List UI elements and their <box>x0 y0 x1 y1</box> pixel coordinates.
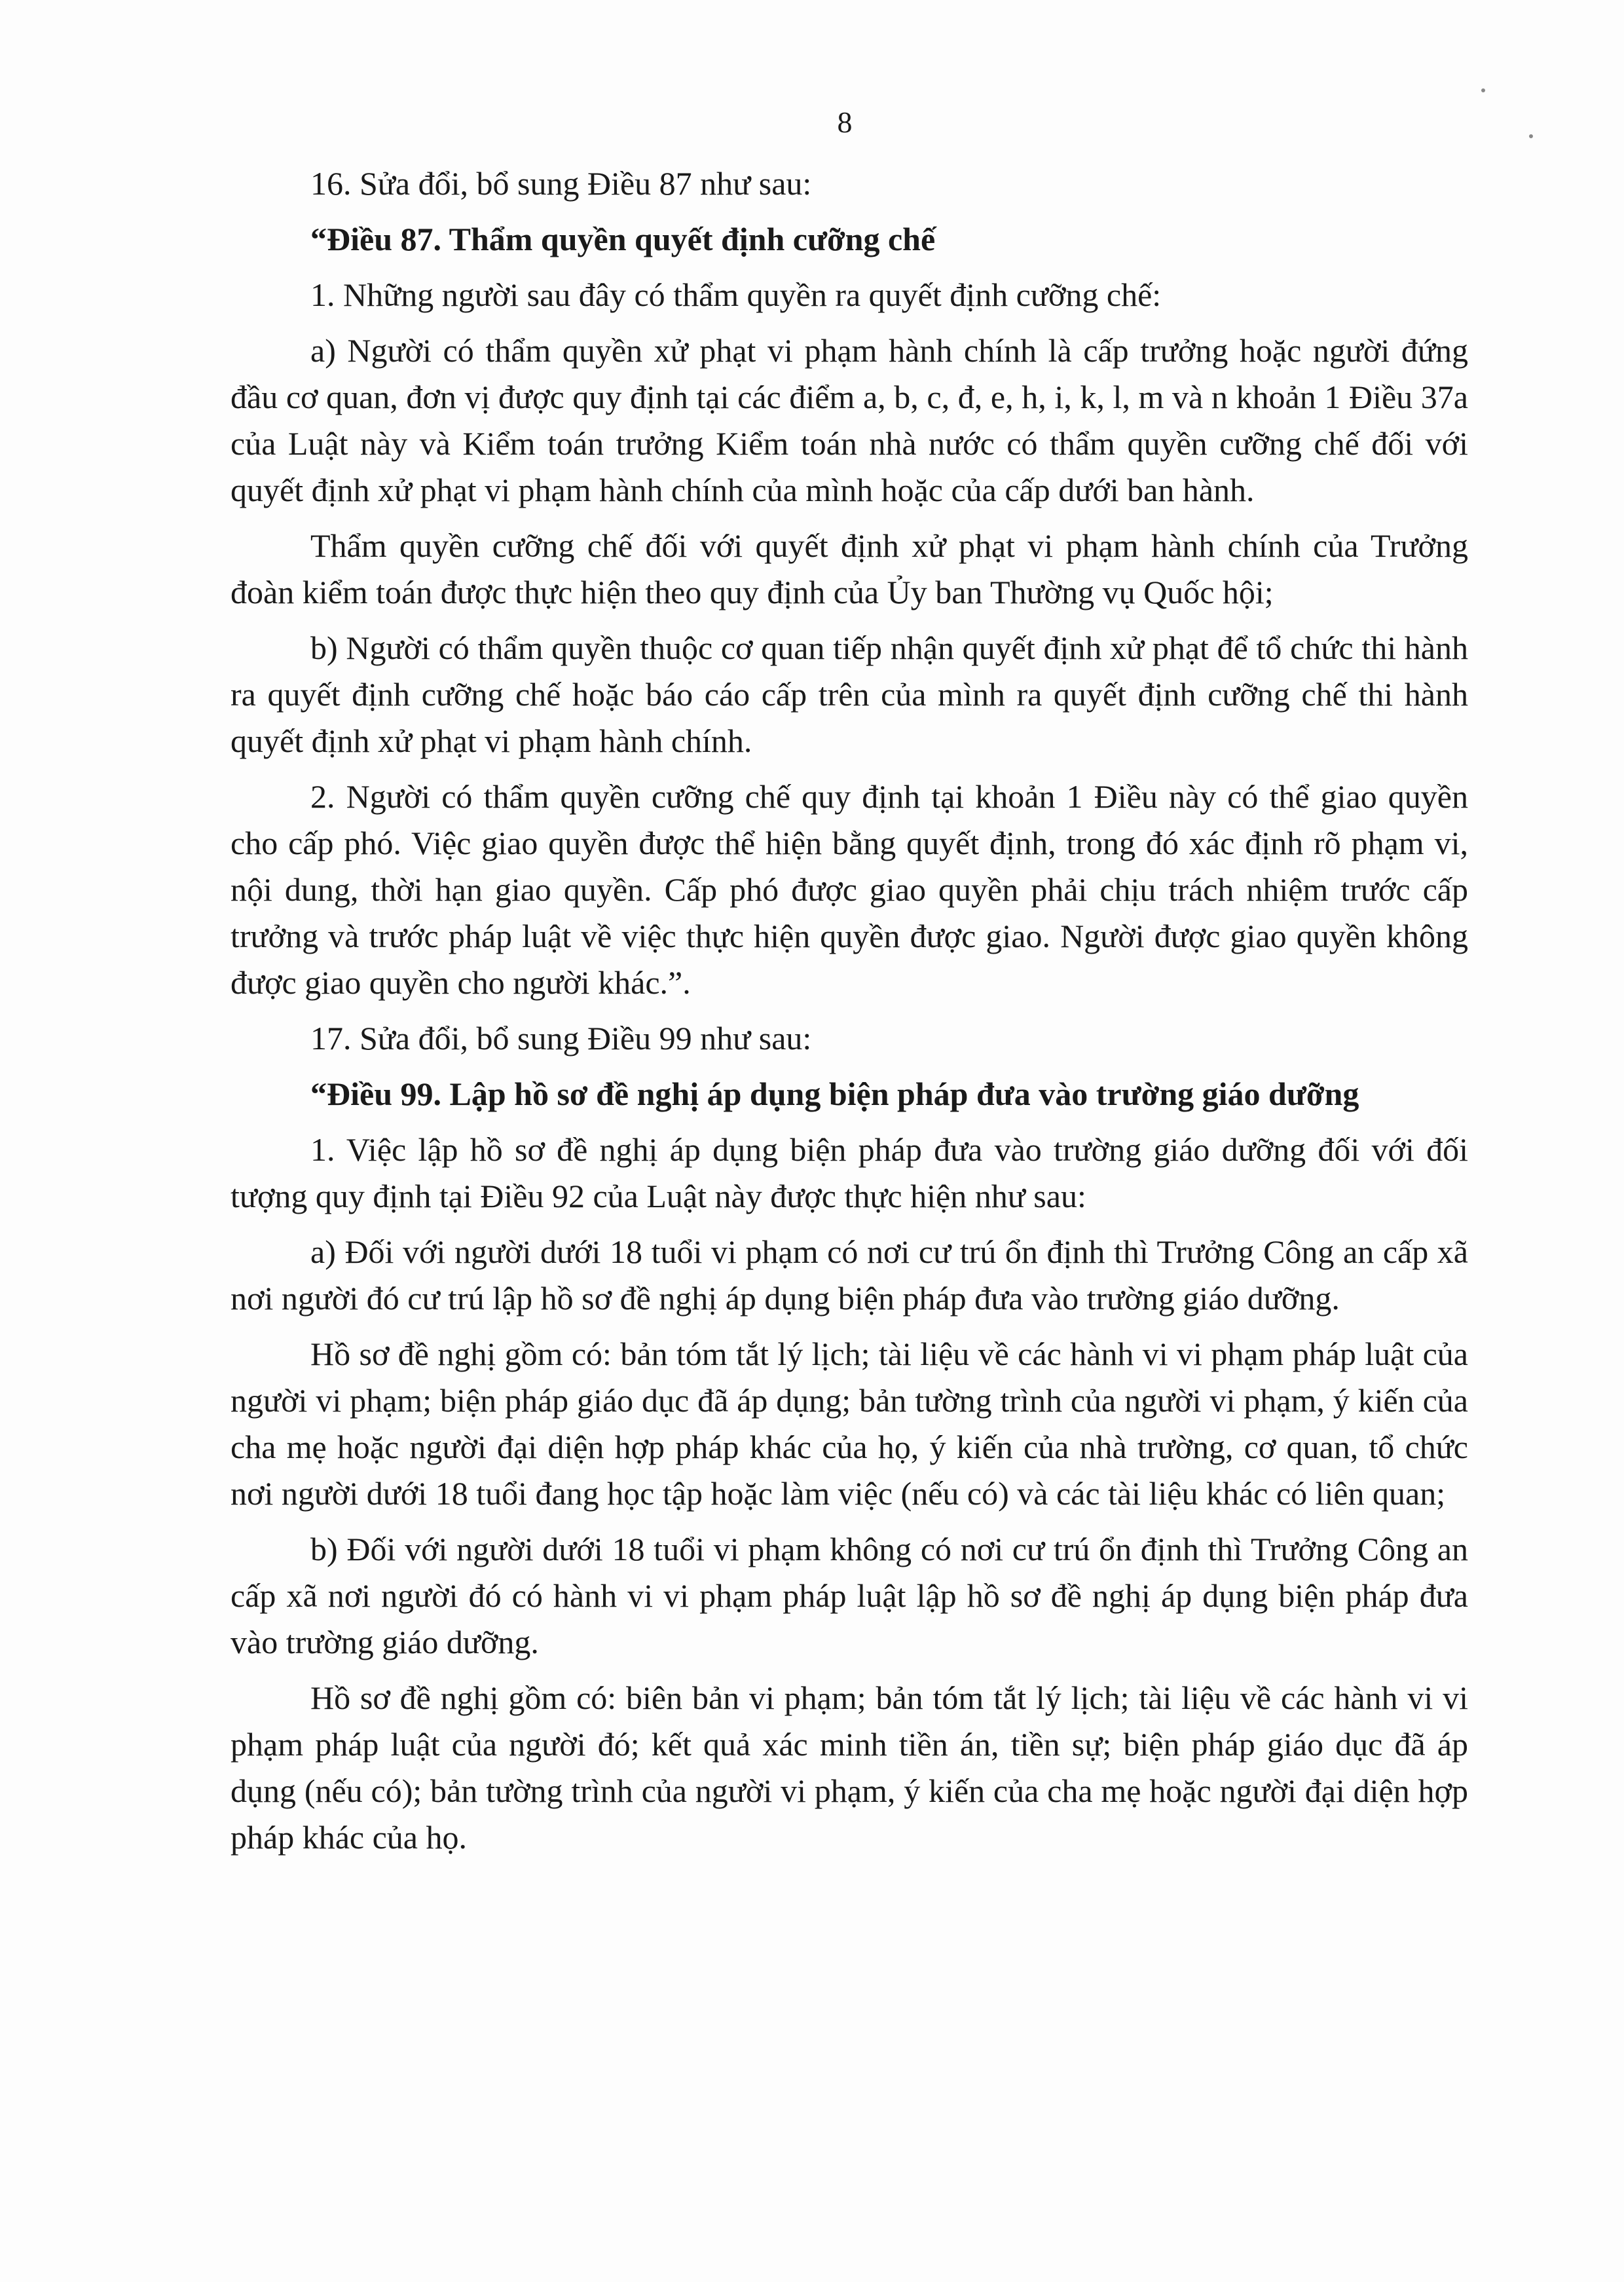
article-87-point-b: b) Người có thẩm quyền thuộc cơ quan tiếp nhận quyết định xử phạt để tổ chức thi hành ra quyết định cưỡng chế hoặc báo cáo cấp trên của mình ra quyết định cưỡng chế thi hành quyết định xử phạt vi phạm hành chính. <box>231 629 1468 759</box>
amendment-item-17: 17. Sửa đổi, bổ sung Điều 99 như sau: <box>310 1020 812 1057</box>
scan-speck-1 <box>1481 88 1485 92</box>
article-99-point-a: a) Đối với người dưới 18 tuổi vi phạm có nơi cư trú ổn định thì Trưởng Công an cấp xã nơi người đó cư trú lập hồ sơ đề nghị áp dụng biện pháp đưa vào trường giáo dưỡng. <box>231 1233 1468 1317</box>
article-87-point-a-continuation: Thẩm quyền cưỡng chế đối với quyết định xử phạt vi phạm hành chính của Trưởng đoàn kiểm toán được thực hiện theo quy định của Ủy ban Thường vụ Quốc hội; <box>231 527 1468 610</box>
document-body <box>231 160 1468 1870</box>
article-99-heading: “Điều 99. Lập hồ sơ đề nghị áp dụng biện pháp đưa vào trường giáo dưỡng <box>310 1076 1359 1112</box>
article-99-clause-1: 1. Việc lập hồ sơ đề nghị áp dụng biện pháp đưa vào trường giáo dưỡng đối với đối tượng quy định tại Điều 92 của Luật này được thực hiện như sau: <box>231 1131 1468 1214</box>
article-87-clause-2: 2. Người có thẩm quyền cưỡng chế quy định tại khoản 1 Điều này có thể giao quyền cho cấp phó. Việc giao quyền được thể hiện bằng quyết định, trong đó xác định rõ phạm vi, nội dung, thời hạn giao quyền. Cấp phó được giao quyền phải chịu trách nhiệm trước cấp trưởng và trước pháp luật về việc thực hiện quyền được giao. Người được giao quyền không được giao quyền cho người khác.”. <box>231 778 1468 1001</box>
article-99-point-b-dossier: Hồ sơ đề nghị gồm có: biên bản vi phạm; bản tóm tắt lý lịch; tài liệu về các hành vi vi phạm pháp luật của người đó; kết quả xác minh tiền án, tiền sự; biện pháp giáo dục đã áp dụng (nếu có); bản tường trình của người vi phạm, ý kiến của cha mẹ hoặc người đại diện hợp pháp khác của họ. <box>231 1679 1468 1856</box>
article-99-point-b: b) Đối với người dưới 18 tuổi vi phạm không có nơi cư trú ổn định thì Trưởng Công an cấp xã nơi người đó có hành vi vi phạm pháp luật lập hồ sơ đề nghị áp dụng biện pháp đưa vào trường giáo dưỡng. <box>231 1531 1468 1660</box>
article-87-clause-1: 1. Những người sau đây có thẩm quyền ra quyết định cưỡng chế: <box>310 276 1162 313</box>
amendment-item-16: 16. Sửa đổi, bổ sung Điều 87 như sau: <box>310 165 812 202</box>
article-87-heading: “Điều 87. Thẩm quyền quyết định cưỡng chế <box>310 221 936 257</box>
scan-speck-2 <box>1529 134 1533 138</box>
page-number: 8 <box>837 105 853 139</box>
article-99-point-a-dossier: Hồ sơ đề nghị gồm có: bản tóm tắt lý lịch; tài liệu về các hành vi vi phạm pháp luật của người vi phạm; biện pháp giáo dục đã áp dụng; bản tường trình của người vi phạm, ý kiến của cha mẹ hoặc người đại diện hợp pháp khác của họ, ý kiến của nhà trường, cơ quan, tổ chức nơi người dưới 18 tuổi đang học tập hoặc làm việc (nếu có) và các tài liệu khác có liên quan; <box>231 1336 1468 1512</box>
article-87-point-a: a) Người có thẩm quyền xử phạt vi phạm hành chính là cấp trưởng hoặc người đứng đầu cơ quan, đơn vị được quy định tại các điểm a, b, c, đ, e, h, i, k, l, m và n khoản 1 Điều 37a của Luật này và Kiểm toán trưởng Kiểm toán nhà nước có thẩm quyền cưỡng chế đối với quyết định xử phạt vi phạm hành chính của mình hoặc của cấp dưới ban hành. <box>231 332 1468 508</box>
